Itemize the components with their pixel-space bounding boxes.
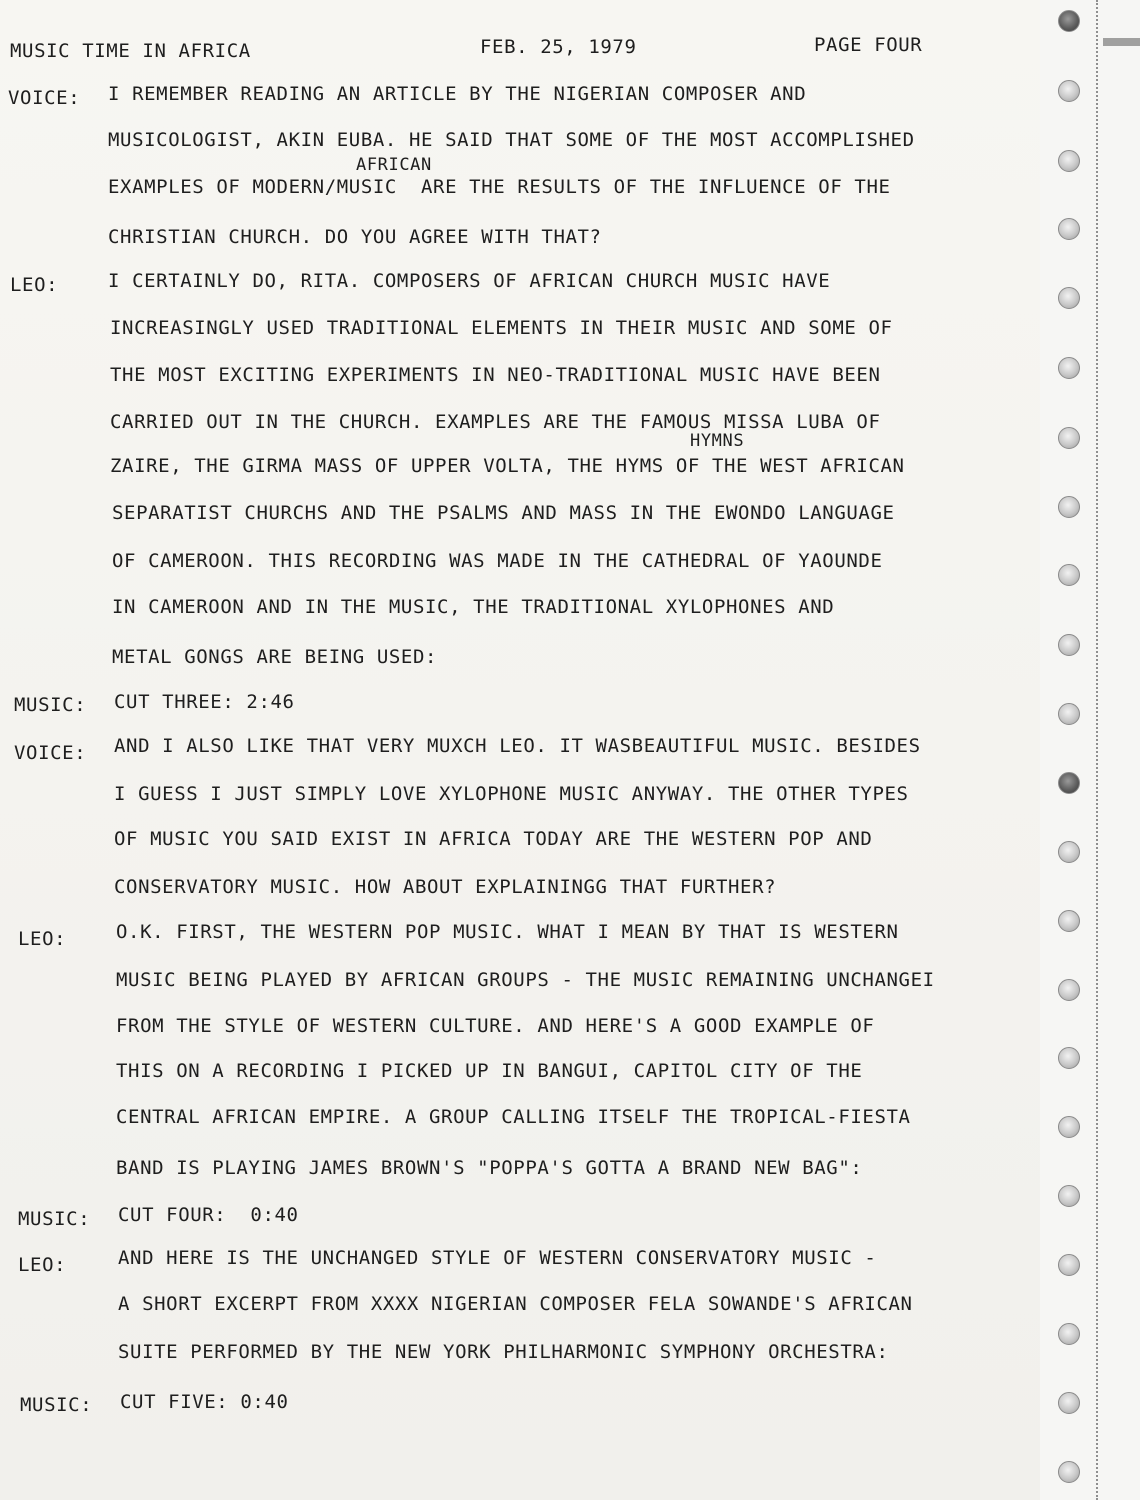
script-line: CUT THREE: 2:46 xyxy=(114,691,295,713)
speaker-label: VOICE: xyxy=(14,742,87,764)
date: FEB. 25, 1979 xyxy=(480,36,637,58)
speaker-label: LEO: xyxy=(10,274,59,296)
insertion-hymns: HYMNS xyxy=(690,431,745,451)
feed-hole xyxy=(1058,1323,1080,1345)
feed-hole xyxy=(1058,1185,1080,1207)
edge-mark xyxy=(1103,38,1140,46)
tractor-feed-strip xyxy=(1040,0,1140,1500)
script-line: CUT FIVE: 0:40 xyxy=(120,1391,289,1413)
feed-hole xyxy=(1058,1116,1080,1138)
script-line: FROM THE STYLE OF WESTERN CULTURE. AND HERE'S A GOOD EXAMPLE OF xyxy=(116,1015,875,1037)
feed-hole xyxy=(1058,841,1080,863)
script-line: ZAIRE, THE GIRMA MASS OF UPPER VOLTA, THE HYMS OF THE WEST AFRICAN xyxy=(110,455,905,477)
script-line: AND HERE IS THE UNCHANGED STYLE OF WESTERN CONSERVATORY MUSIC - xyxy=(118,1247,877,1269)
feed-hole xyxy=(1058,979,1080,1001)
insertion-african: AFRICAN xyxy=(356,155,432,175)
script-line: INCREASINGLY USED TRADITIONAL ELEMENTS IN THEIR MUSIC AND SOME OF xyxy=(110,317,893,339)
feed-hole xyxy=(1058,910,1080,932)
page-number: PAGE FOUR xyxy=(814,34,923,56)
feed-hole xyxy=(1058,150,1080,172)
script-line: BAND IS PLAYING JAMES BROWN'S "POPPA'S GOTTA A BRAND NEW BAG": xyxy=(116,1157,863,1179)
script-line: EXAMPLES OF MODERN/MUSIC ARE THE RESULTS OF THE INFLUENCE OF THE xyxy=(108,176,891,198)
script-line: CHRISTIAN CHURCH. DO YOU AGREE WITH THAT? xyxy=(108,226,602,248)
feed-hole xyxy=(1058,357,1080,379)
feed-hole xyxy=(1058,496,1080,518)
script-line: IN CAMEROON AND IN THE MUSIC, THE TRADITIONAL XYLOPHONES AND xyxy=(112,596,835,618)
feed-hole xyxy=(1058,1461,1080,1483)
feed-hole xyxy=(1058,1047,1080,1069)
speaker-label: LEO: xyxy=(18,1254,67,1276)
script-line: O.K. FIRST, THE WESTERN POP MUSIC. WHAT I MEAN BY THAT IS WESTERN xyxy=(116,921,899,943)
script-line: AND I ALSO LIKE THAT VERY MUXCH LEO. IT WASBEAUTIFUL MUSIC. BESIDES xyxy=(114,735,921,757)
script-line: MUSICOLOGIST, AKIN EUBA. HE SAID THAT SOME OF THE MOST ACCOMPLISHED xyxy=(108,129,915,151)
script-line: I GUESS I JUST SIMPLY LOVE XYLOPHONE MUSIC ANYWAY. THE OTHER TYPES xyxy=(114,783,909,805)
feed-hole xyxy=(1058,218,1080,240)
feed-hole xyxy=(1058,703,1080,725)
script-line: SEPARATIST CHURCHS AND THE PSALMS AND MASS IN THE EWONDO LANGUAGE xyxy=(112,502,895,524)
script-line: THIS ON A RECORDING I PICKED UP IN BANGUI, CAPITOL CITY OF THE xyxy=(116,1060,863,1082)
script-line: I REMEMBER READING AN ARTICLE BY THE NIGERIAN COMPOSER AND xyxy=(108,83,807,105)
feed-hole xyxy=(1058,1254,1080,1276)
speaker-label: MUSIC: xyxy=(14,694,87,716)
feed-hole xyxy=(1058,80,1080,102)
script-line: THE MOST EXCITING EXPERIMENTS IN NEO-TRADITIONAL MUSIC HAVE BEEN xyxy=(110,364,881,386)
program-title: MUSIC TIME IN AFRICA xyxy=(10,40,251,62)
script-line: CUT FOUR: 0:40 xyxy=(118,1204,299,1226)
speaker-label: MUSIC: xyxy=(18,1208,91,1230)
perforation-line xyxy=(1096,0,1100,1500)
script-line: CENTRAL AFRICAN EMPIRE. A GROUP CALLING ITSELF THE TROPICAL-FIESTA xyxy=(116,1106,911,1128)
script-line: CONSERVATORY MUSIC. HOW ABOUT EXPLAININGG THAT FURTHER? xyxy=(114,876,777,898)
feed-hole xyxy=(1058,1392,1080,1414)
speaker-label: MUSIC: xyxy=(20,1394,93,1416)
script-line: CARRIED OUT IN THE CHURCH. EXAMPLES ARE THE FAMOUS MISSA LUBA OF xyxy=(110,411,881,433)
script-line: SUITE PERFORMED BY THE NEW YORK PHILHARMONIC SYMPHONY ORCHESTRA: xyxy=(118,1341,889,1363)
feed-hole xyxy=(1058,427,1080,449)
feed-hole xyxy=(1058,287,1080,309)
feed-hole xyxy=(1058,564,1080,586)
script-line: OF CAMEROON. THIS RECORDING WAS MADE IN THE CATHEDRAL OF YAOUNDE xyxy=(112,550,883,572)
feed-hole xyxy=(1058,772,1080,794)
script-line: MUSIC BEING PLAYED BY AFRICAN GROUPS - THE MUSIC REMAINING UNCHANGEI xyxy=(116,969,935,991)
script-line: METAL GONGS ARE BEING USED: xyxy=(112,646,438,668)
script-line: A SHORT EXCERPT FROM XXXX NIGERIAN COMPOSER FELA SOWANDE'S AFRICAN xyxy=(118,1293,913,1315)
script-line: I CERTAINLY DO, RITA. COMPOSERS OF AFRICAN CHURCH MUSIC HAVE xyxy=(108,270,831,292)
script-line: OF MUSIC YOU SAID EXIST IN AFRICA TODAY ARE THE WESTERN POP AND xyxy=(114,828,873,850)
speaker-label: LEO: xyxy=(18,928,67,950)
feed-hole xyxy=(1058,634,1080,656)
speaker-label: VOICE: xyxy=(8,87,81,109)
feed-hole xyxy=(1058,10,1080,32)
